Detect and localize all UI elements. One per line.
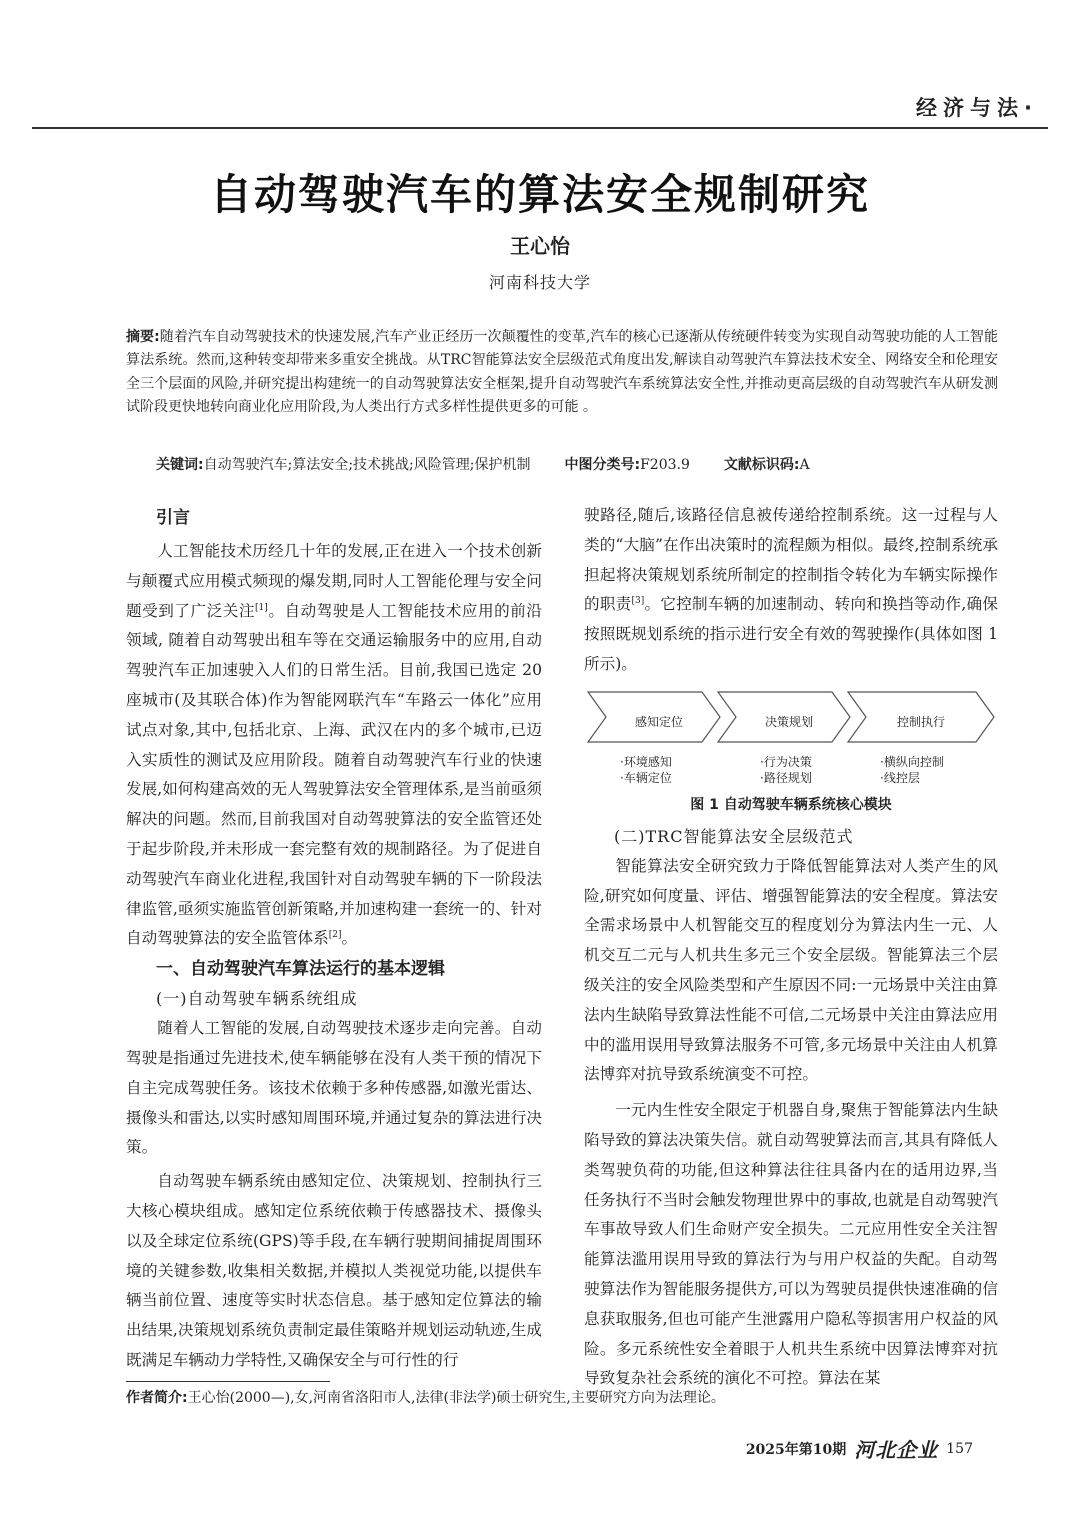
body-paragraph: 随着人工智能的发展,自动驾驶技术逐步走向完善。自动驾驶是指通过先进技术,使车辆能够在没有人类干预的情况下自主完成驾驶任务。该技术依赖于多种传感器,如激光雷达、摄像头和雷达,以实时感知周围环境,并通过复杂的算法进行决策。 [126, 1019, 542, 1157]
ref-3: [3] [631, 596, 645, 607]
body-paragraph [584, 501, 998, 680]
intro-heading: 引言 [156, 508, 190, 528]
clc-value: F203.9 [640, 457, 690, 473]
bullet: ·横纵向控制 [880, 754, 944, 769]
clc-label: 中图分类号: [564, 457, 641, 473]
figure-caption: 图 1 自动驾驶车辆系统核心模块 [690, 796, 892, 813]
body-paragraph: 自动驾驶车辆系统由感知定位、决策规划、控制执行三大核心模块组成。感知定位系统依赖于传感器技术、摄像头以及全球定位系统(GPS)等手段,在车辆行驶期间捕捉周围环境的关键参数,收集相关数据,并模拟人类视觉功能,以提供车辆当前位置、速度等实时状态信息。基于感知定位算法的输出结果,决策规划系统负责制定最佳策略并规划运动轨迹,生成既满足车辆动力学特性,又确保安全与可行性的行 [126, 1172, 542, 1369]
bullet: ·车辆定位 [620, 770, 672, 785]
keywords-line [156, 454, 998, 476]
module-bullets [760, 754, 812, 786]
ref-1: [1] [255, 602, 268, 613]
body-paragraph: 一元内生性安全限定于机器自身,聚焦于智能算法内生缺陷导致的算法决策失信。就自动驾驶算法而言,其具有降低人类驾驶负荷的功能,但这种算法往往具备内在的适用边界,当任务执行不当时会触发物理世界中的事故,也就是自动驾驶汽车事故导致人们生命财产安全损失。二元应用性安全关注智能算法滥用误用导致的算法行为与用户权益的失配。自动驾驶算法作为智能服务提供方,可以为驾驶员提供快速准确的信息获取服务,但也可能产生泄露用户隐私等损害用户权益的风险。多元系统性安全着眼于人机共生系统中因算法博弈对抗导致复杂社会系统的演化不可控。算法在某 [584, 1101, 998, 1388]
bullet: ·路径规划 [760, 770, 812, 785]
section-tag: 经济与法· [916, 96, 1038, 120]
section-1-heading: 一、自动驾驶汽车算法运行的基本逻辑 [156, 959, 445, 980]
abstract [126, 326, 998, 420]
article-author: 王心怡 [510, 234, 570, 258]
journal-name: 河北企业 [854, 1438, 939, 1462]
intro-text-b: 。自动驾驶是人工智能技术应用的前沿领域, 随着自动驾驶出租车等在交通运输服务中的应用,自动驾驶汽车正加速驶入人们的日常生活。目前,我国已选定 20 座城市(及其联合体)作为智能网联汽车“车路云一体化”应用试点对象,其中,包括北京、上海、武汉在内的多个城市,已迈入实质性的测试及应用阶段。随着自动驾驶汽车行业的快速发展,如何构建高效的无人驾驶算法安全管理体系,是当前亟须解决的问题。然而,目前我国对自动驾驶算法的安全监管还处于起步阶段,并未形成一套完整有效的规制路径。为了促进自动驾驶汽车商业化进程,我国针对自动驾驶车辆的下一阶段法律监管,亟须实施监管创新策略,并加速构建一套统一的、针对自动驾驶算法的安全监管体系 [126, 601, 542, 948]
right-text-a: 驶路径,随后,该路径信息被传递给控制系统。这一过程与人类的“大脑”在作出决策时的流程颇为相似。最终,控制系统承担起将决策规划系统所制定的控制指令转化为车辆实际操作的职责 [584, 506, 998, 614]
body-paragraph: 智能算法安全研究致力于降低智能算法对人类产生的风险,研究如何度量、评估、增强智能算法的安全程度。算法安全需求场景中人机智能交互的程度划分为算法内生一元、人机交互二元与人机共生多元三个安全层级。智能算法三个层级关注的安全风险类型和产生原因不同:一元场景中关注由算法内生缺陷导致算法性能不可信,二元场景中关注由算法应用中的滥用误用导致算法服务不可管,多元场景中关注由人机算法博弈对抗导致系统演变不可控。 [584, 856, 998, 1084]
doc-code-value: A [799, 457, 810, 473]
section-1-2-heading: (二)TRC智能算法安全层级范式 [614, 826, 854, 846]
header-rule [32, 127, 1048, 129]
intro-text-a: 人工智能技术历经几十年的发展,正在进入一个技术创新与颠覆式应用模式频现的爆发期,同时人工智能伦理与安全问题受到了广泛关注 [126, 542, 542, 620]
bullet: ·线控层 [880, 770, 920, 785]
module-bullets [620, 754, 672, 786]
ref-2: [2] [328, 930, 342, 941]
issue-info: 2025年第10期 [745, 1441, 847, 1458]
module-bullets [880, 754, 944, 786]
page-number: 157 [946, 1440, 973, 1457]
abstract-label: 摘要: [126, 329, 160, 345]
footnote-rule [126, 1381, 330, 1382]
keywords-label: 关键词: [156, 457, 204, 473]
module-label: 控制执行 [896, 714, 945, 729]
section-1-1-heading: (一)自动驾驶车辆系统组成 [156, 989, 358, 1009]
abstract-text: 随着汽车自动驾驶技术的快速发展,汽车产业正经历一次颠覆性的变革,汽车的核心已逐渐从传统硬件转变为实现自动驾驶功能的人工智能算法系统。然而,这种转变却带来多重安全挑战。从TRC智能算法安全层级范式角度出发,解读自动驾驶汽车算法技术安全、网络安全和伦理安全三个层面的风险,并研究提出构建统一的自动驾驶算法安全框架,提升自动驾驶汽车系统算法安全性,并推动更高层级的自动驾驶汽车从研发测试阶段更快地转向商业化应用阶段,为人类出行方式多样性提供更多的可能 。 [126, 329, 998, 416]
article-title: 自动驾驶汽车的算法安全规制研究 [209, 170, 870, 219]
right-text-b: 。它控制车辆的加速制动、转向和换挡等动作,确保按照既规划系统的指示进行安全有效的驾驶操作(具体如图 1 所示)。 [584, 595, 998, 673]
page-footer [746, 1434, 973, 1463]
keywords-text: 自动驾驶汽车;算法安全;技术挑战;风险管理;保护机制 [203, 457, 531, 473]
bullet: ·行为决策 [760, 754, 812, 769]
doc-code-label: 文献标识码: [723, 457, 800, 473]
footnote-text: 王心怡(2000—),女,河南省洛阳市人,法律(非法学)硕士研究生,主要研究方向为法理论。 [187, 1390, 725, 1406]
bullet: ·环境感知 [620, 754, 672, 769]
right-column [584, 501, 998, 1394]
author-affiliation: 河南科技大学 [488, 273, 591, 292]
footnote-label: 作者简介: [126, 1390, 188, 1406]
figure-1 [584, 690, 998, 790]
author-bio-footnote [126, 1387, 998, 1407]
intro-paragraph [126, 537, 542, 954]
module-label: 感知定位 [634, 714, 683, 729]
module-label: 决策规划 [764, 714, 813, 729]
left-column [126, 501, 542, 1376]
intro-text-end: 。 [341, 929, 358, 948]
